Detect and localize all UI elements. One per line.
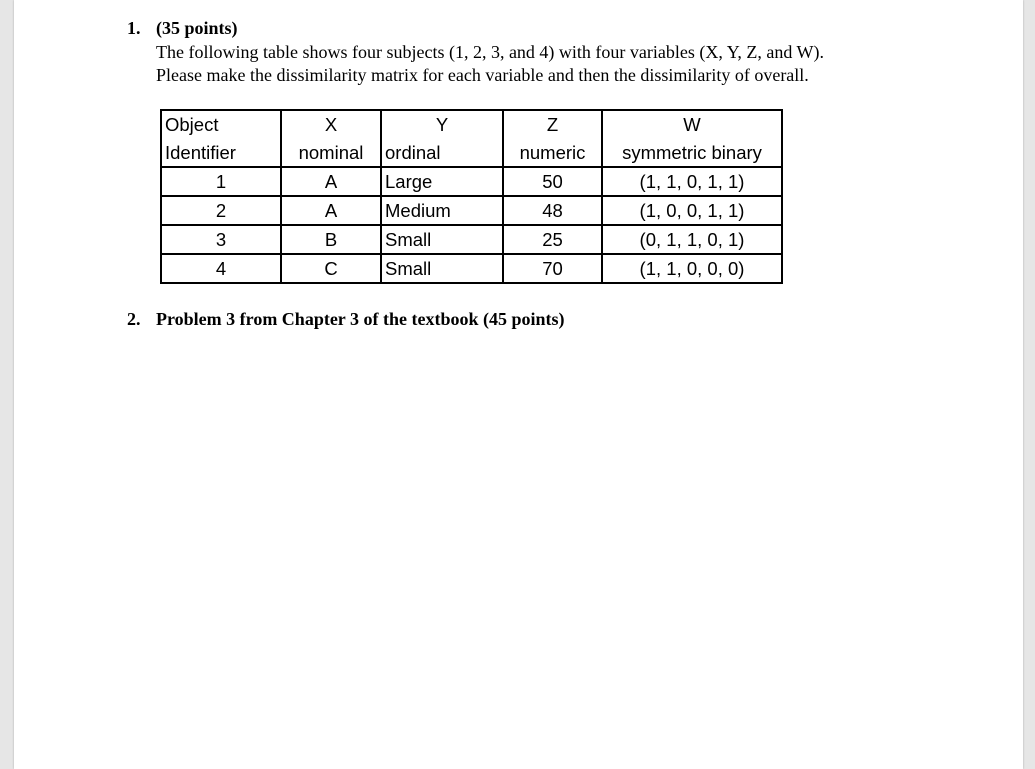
- question-1-number: 1.: [127, 18, 141, 38]
- header-z: Z: [503, 110, 602, 138]
- cell-w: (0, 1, 1, 0, 1): [602, 225, 782, 254]
- question-2-text: Problem 3 from Chapter 3 of the textbook (45 points): [156, 309, 565, 329]
- cell-identifier: 2: [161, 196, 281, 225]
- question-1-text-line-1: The following table shows four subjects (1, 2, 3, and 4) with four variables (X, Y, Z, and W).: [156, 42, 825, 62]
- cell-w: (1, 1, 0, 1, 1): [602, 167, 782, 196]
- cell-z: 50: [503, 167, 602, 196]
- cell-z: 48: [503, 196, 602, 225]
- header-w: W: [602, 110, 782, 138]
- table-header-row-1: [161, 110, 782, 138]
- cell-w: (1, 0, 0, 1, 1): [602, 196, 782, 225]
- header-z-type: numeric: [503, 138, 602, 167]
- cell-y: Small: [381, 254, 503, 283]
- cell-identifier: 4: [161, 254, 281, 283]
- question-1-text-line-2: Please make the dissimilarity matrix for each variable and then the dissimilarity of overall.: [156, 65, 809, 85]
- cell-z: 25: [503, 225, 602, 254]
- header-x-type: nominal: [281, 138, 381, 167]
- cell-x: A: [281, 196, 381, 225]
- table-row: [161, 167, 782, 196]
- question-1-points: (35 points): [156, 18, 238, 38]
- cell-w: (1, 1, 0, 0, 0): [602, 254, 782, 283]
- cell-x: C: [281, 254, 381, 283]
- cell-x: B: [281, 225, 381, 254]
- cell-x: A: [281, 167, 381, 196]
- table-row: [161, 225, 782, 254]
- table-row: [161, 196, 782, 225]
- table-row: [161, 254, 782, 283]
- question-2-number: 2.: [127, 309, 141, 329]
- cell-identifier: 1: [161, 167, 281, 196]
- cell-z: 70: [503, 254, 602, 283]
- table-header-row-2: [161, 138, 782, 167]
- cell-y: Medium: [381, 196, 503, 225]
- header-identifier: Identifier: [161, 138, 281, 167]
- cell-y: Large: [381, 167, 503, 196]
- document-page: [14, 0, 1023, 769]
- variables-table: [160, 109, 783, 284]
- cell-y: Small: [381, 225, 503, 254]
- cell-identifier: 3: [161, 225, 281, 254]
- header-w-type: symmetric binary: [602, 138, 782, 167]
- header-x: X: [281, 110, 381, 138]
- header-y-type: ordinal: [381, 138, 503, 167]
- header-object: Object: [161, 110, 281, 138]
- header-y: Y: [381, 110, 503, 138]
